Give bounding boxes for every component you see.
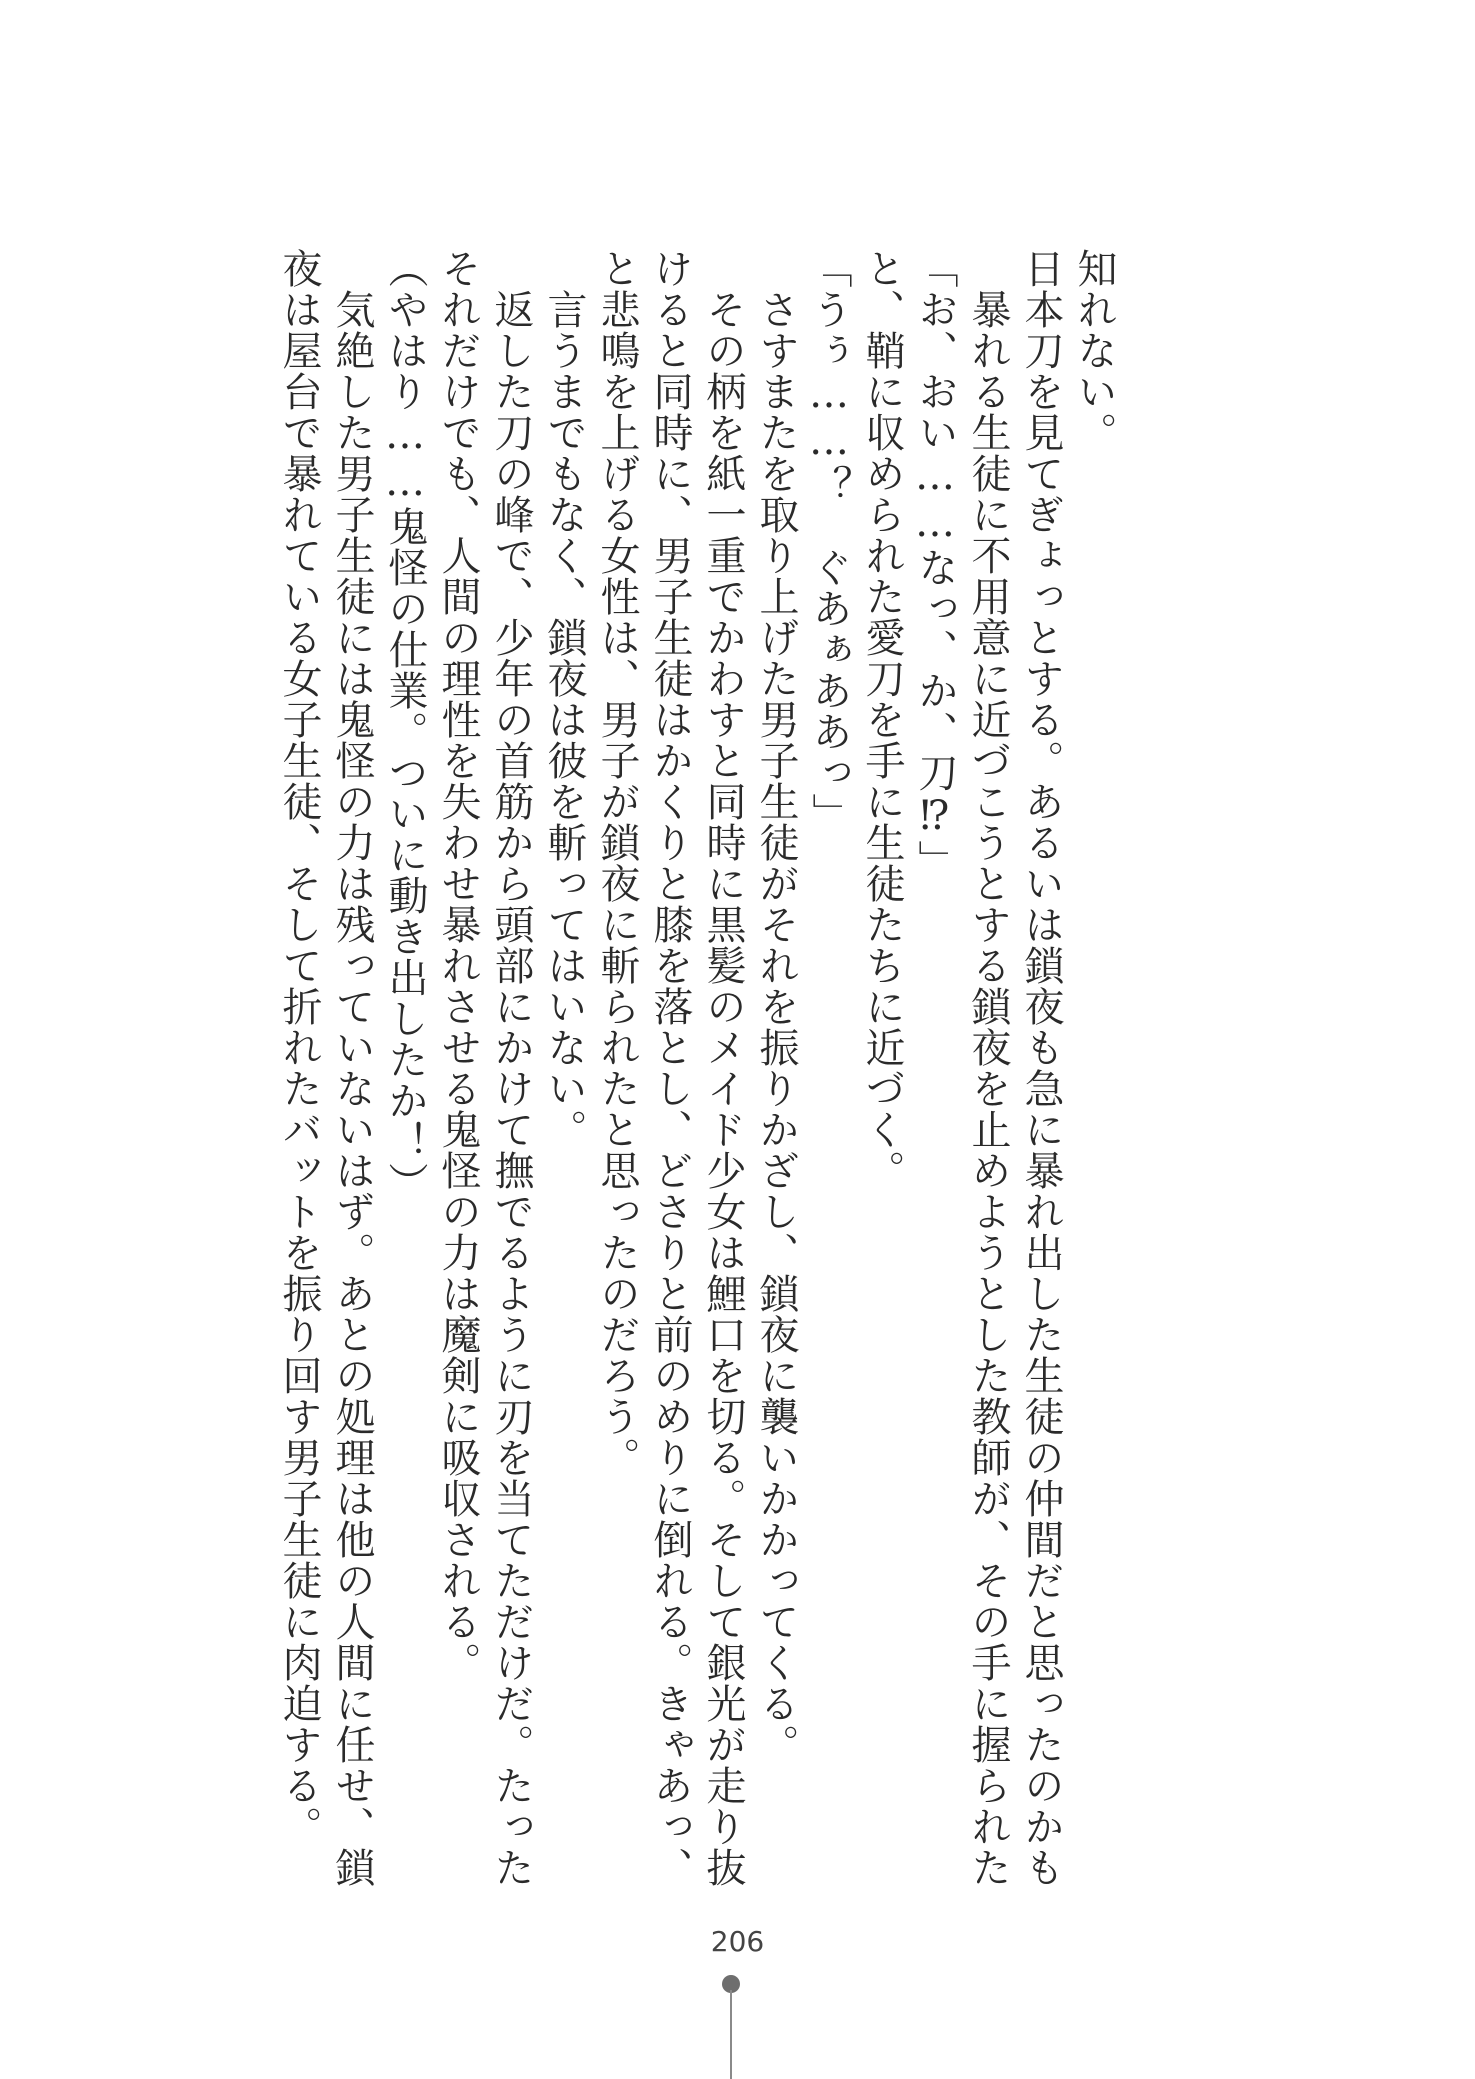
text-line: 夜は屋台で暴れている女子生徒、そして折れたバットを振り回す男子生徒に肉迫する。 [276,248,322,1847]
text-line: さすまたを取り上げた男子生徒がそれを振りかざし、鎖夜に襲いかかってくる。 [753,248,799,1765]
text-line: 返した刀の峰で、少年の首筋から頭部にかけて撫でるように刃を当てただけだ。たった [488,248,534,1888]
text-line: と悲鳴を上げる女性は、男子が鎖夜に斬られたと思ったのだろう。 [594,248,640,1478]
text-line: と、鞘に収められた愛刀を手に生徒たちに近づく。 [859,248,905,1191]
text-line: 気絶した男子生徒には鬼怪の力は残っていないはず。あとの処理は他の人間に任せ、鎖 [329,248,375,1888]
text-line: それだけでも、人間の理性を失わせ暴れさせる鬼怪の力は魔剣に吸収される。 [435,248,481,1683]
text-line: 「うぅ……？ ぐあぁああっ」 [806,248,852,834]
text-line: けると同時に、男子生徒はかくりと膝を落とし、どさりと前のめりに倒れる。きゃあっ、 [647,248,693,1888]
vertical-text-body [276,248,1120,1888]
text-line: 知れない。 [1071,248,1117,453]
text-line: 日本刀を見てぎょっとする。あるいは鎖夜も急に暴れ出した生徒の仲間だと思ったのかも [1018,248,1064,1888]
text-line: その柄を紙一重でかわすと同時に黒髪のメイド少女は鯉口を切る。そして銀光が走り抜 [700,248,746,1888]
page-number: 206 [710,1925,765,1958]
page-marker-line [730,1990,732,2079]
text-line: 「お、おい……なっ、か、刀⁉」 [912,248,958,881]
text-line: 暴れる生徒に不用意に近づこうとする鎖夜を止めようとした教師が、その手に握られた [965,248,1011,1888]
text-line: 言うまでもなく、鎖夜は彼を斬ってはいない。 [541,248,587,1150]
text-line: （やはり……鬼怪の仕業。ついに動き出したか！） [382,248,428,1203]
